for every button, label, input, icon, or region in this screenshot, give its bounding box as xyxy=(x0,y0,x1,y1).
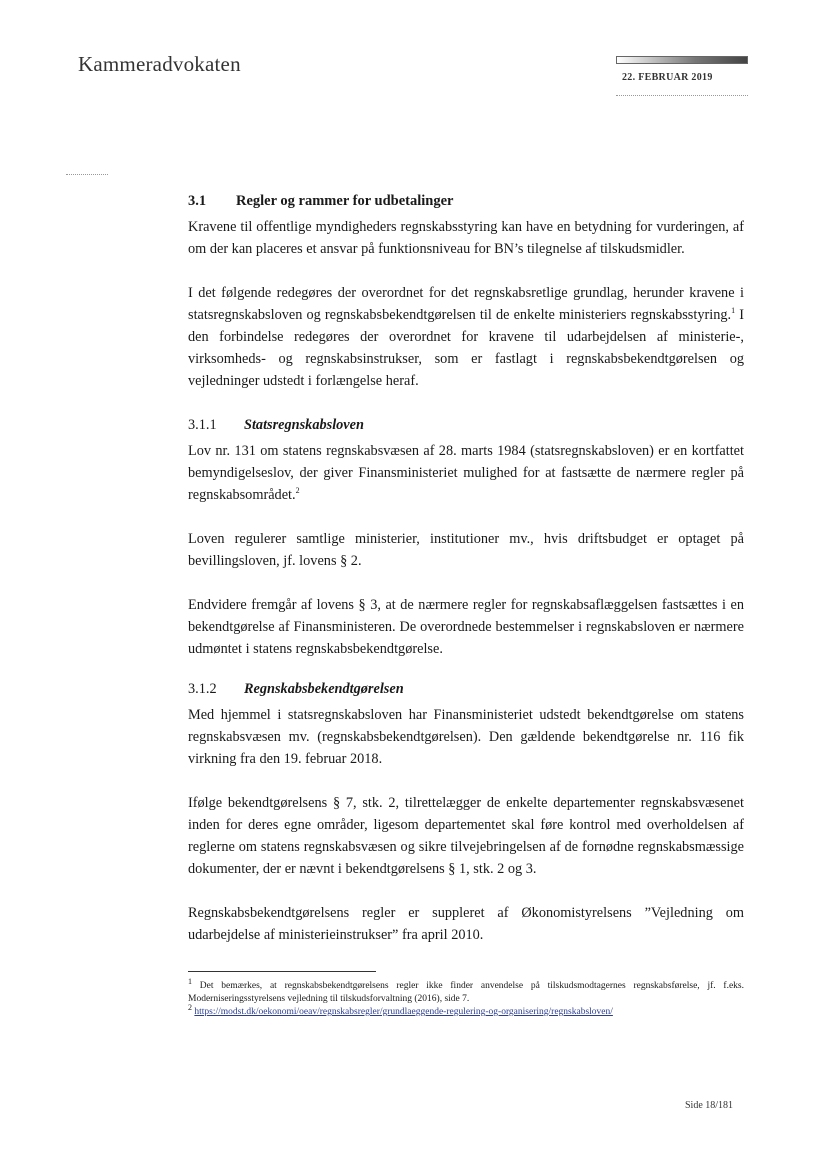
section-number: 3.1 xyxy=(188,193,207,209)
page-number: Side 18/181 xyxy=(685,1100,734,1111)
document-date: 22. FEBRUAR 2019 xyxy=(622,72,713,83)
section-title: Regler og rammer for udbetalinger xyxy=(236,193,454,209)
footnote-2: $^2$ https://modst.dk/oekonomi/oeav/regnskabsregler/grundlaeggende-regulering-og-organisering/regnskabsloven/ xyxy=(188,1002,613,1017)
subsection-title: Statsregnskabsloven xyxy=(244,417,364,433)
footnote-ref[interactable]: 2 xyxy=(295,486,300,496)
footnote-ref[interactable]: 1 xyxy=(731,306,736,316)
document-body xyxy=(188,190,744,946)
date-divider xyxy=(616,95,748,96)
paragraph: Med hjemmel i statsregnskabsloven har Finansministeriet udstedt bekendtgørelse om statens regnskabsvæsen mv. (regnskabsbekendtgørelsen). Den gældende bekendtgørelse nr. 116 fik virkning fra den 19. februar 2018. xyxy=(188,707,744,767)
subsection-heading xyxy=(188,414,744,436)
subsection-number: 3.1.1 xyxy=(188,417,217,433)
footnote-divider xyxy=(188,971,376,972)
paragraph: Endvidere fremgår af lovens § 3, at de nærmere regler for regnskabsaflæggelsen fastsættes i en bekendtgørelse af Finansministeren. De overordnede bestemmelser i regnskabsloven er nærmere udmøntet i statens regnskabsbekendtgørelse. xyxy=(188,597,744,657)
paragraph: Regnskabsbekendtgørelsens regler er suppleret af Økonomistyrelsens ”Vejledning om udarbejdelse af ministerieinstrukser” fra april 2010. xyxy=(188,905,744,943)
paragraph: I det følgende redegøres der overordnet for det regnskabsretlige grundlag, herunder kravene i statsregnskabsloven og regnskabsbekendtgørelsen til de enkelte ministeriers regnskabsstyring.$^1$ I den forbindelse redegøres der overordnet for kravene til udarbejdelsen af ministerie-, virksomheds- og regnskabsinstrukser, som er fastlagt i regnskabsbekendtgørelsen og vejledninger udstedt i forlængelse heraf. xyxy=(188,285,745,389)
subsection-title: Regnskabsbekendtgørelsen xyxy=(244,681,404,697)
paragraph: Lov nr. 131 om statens regnskabsvæsen af 28. marts 1984 (statsregnskabsloven) er en kortfattet bemyndigelseslov, der giver Finansministeriet mulighed for at fastsætte de nærmere regler på regnskabsområdet.$^2$ xyxy=(188,443,744,503)
subsection-number: 3.1.2 xyxy=(188,681,217,697)
footnotes xyxy=(188,976,744,1019)
subsection-heading xyxy=(188,678,744,700)
footnote-link[interactable]: https://modst.dk/oekonomi/oeav/regnskabsregler/grundlaeggende-regulering-og-organisering/regnskabsloven/ xyxy=(194,1007,613,1017)
footnote-1: $^1$ Det bemærkes, at regnskabsbekendtgørelsens regler ikke finder anvendelse på tilskudsmodtagernes regnskabsførelse, jf. f.eks. Moderniseringsstyrelsens vejledning til tilskudsforvaltning (2016), side 7. xyxy=(188,976,744,1004)
brand-name: Kammeradvokaten xyxy=(78,52,241,76)
section-heading xyxy=(188,190,744,212)
date-bar-graphic xyxy=(616,56,748,64)
paragraph: Ifølge bekendtgørelsens § 7, stk. 2, tilrettelægger de enkelte departementer regnskabsvæsenet inden for deres egne områder, ligesom departementet skal føre kontrol med overholdelsen af reglerne om statens regnskabsvæsen og sikre tilvejebringelsen af de fornødne regnskabsmæssige dokumenter, der er nævnt i bekendtgørelsens § 1, stk. 2 og 3. xyxy=(188,795,744,877)
paragraph: Kravene til offentlige myndigheders regnskabsstyring kan have en betydning for vurderingen, af om der kan placeres et ansvar på funktionsniveau for BN’s tilegnelse af tilskudsmidler. xyxy=(188,219,744,257)
margin-mark xyxy=(66,174,108,175)
paragraph: Loven regulerer samtlige ministerier, institutioner mv., hvis driftsbudget er optaget på bevillingsloven, jf. lovens § 2. xyxy=(188,531,744,569)
